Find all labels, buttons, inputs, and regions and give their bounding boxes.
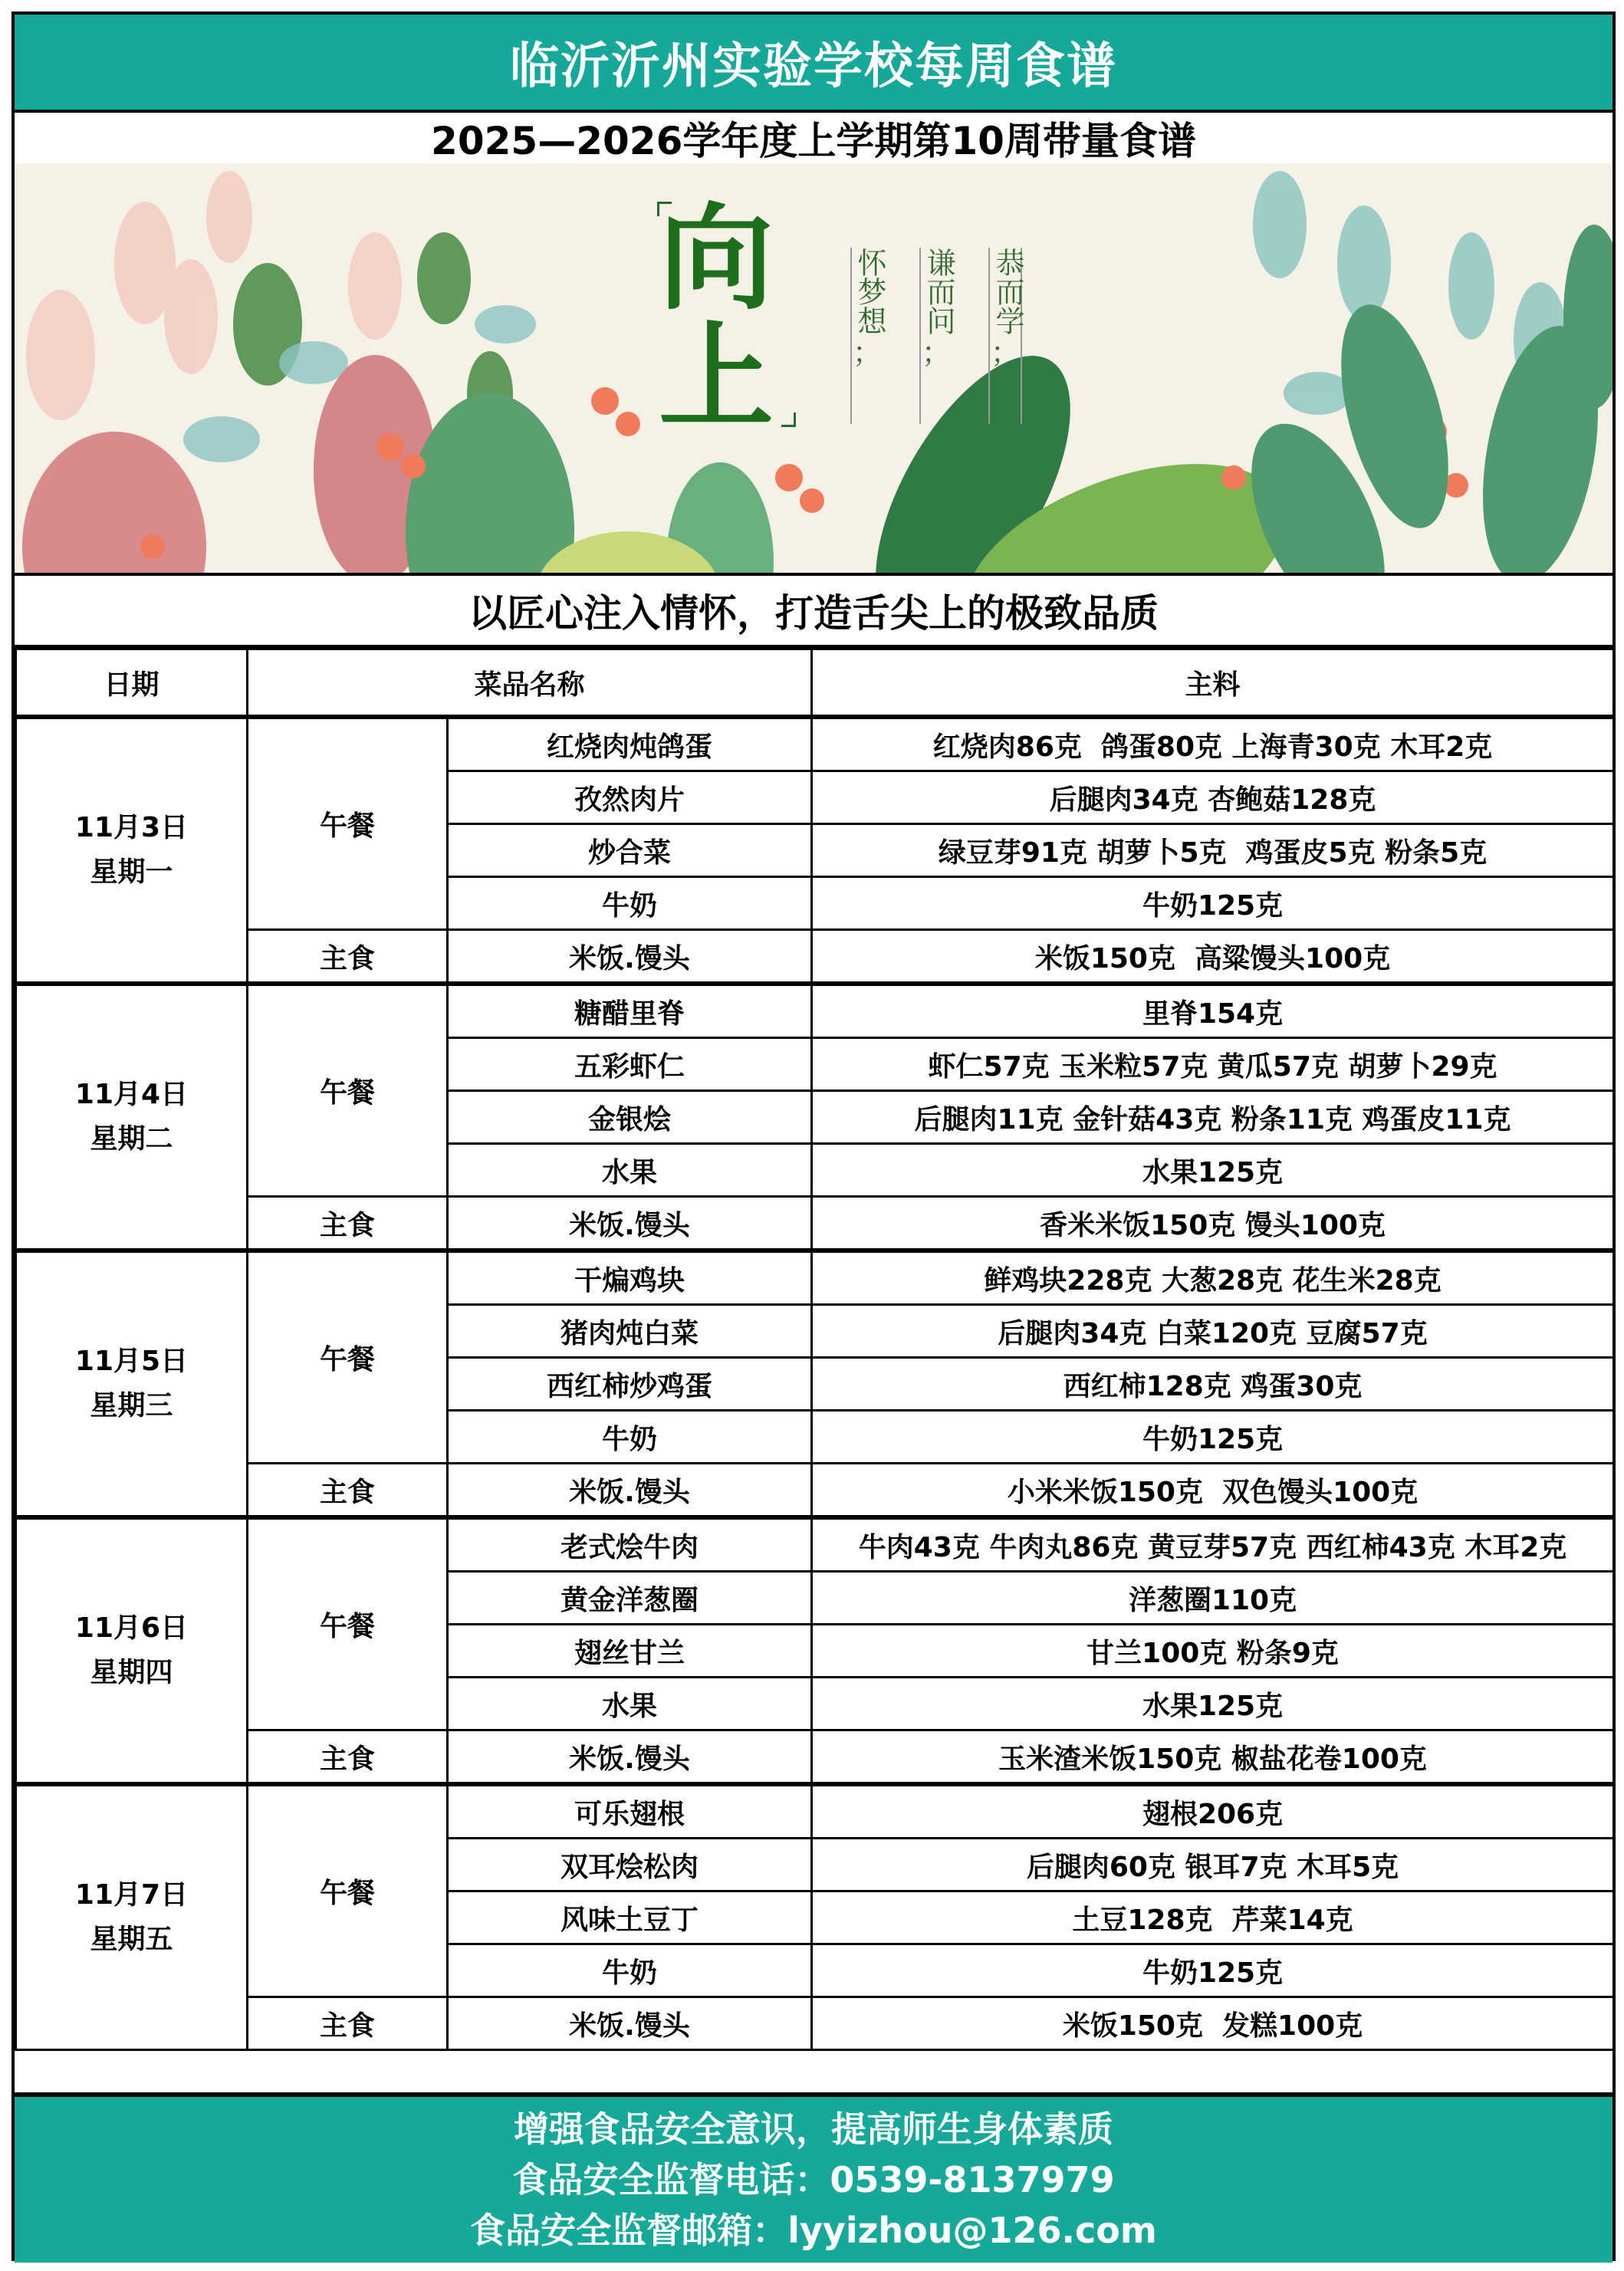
banner-image <box>15 163 1612 576</box>
week-subtitle: 2025—2026学年度上学期第10周带量食谱 <box>431 119 1196 163</box>
dish-name: 猪肉炖白菜 <box>448 1305 812 1358</box>
dish-ingredients: 牛奶125克 <box>812 877 1614 930</box>
meal-staple-label: 主食 <box>248 1730 448 1785</box>
dish-ingredients: 甘兰100克 粉条9克 <box>812 1625 1614 1678</box>
dish-ingredients: 牛奶125克 <box>812 1411 1614 1464</box>
dish-name: 金银烩 <box>448 1091 812 1144</box>
header-date: 日期 <box>16 649 248 718</box>
weekday-label: 星期一 <box>90 856 173 888</box>
date-label: 11月7日 <box>74 1879 189 1911</box>
header-ingredients: 主料 <box>812 649 1614 718</box>
dish-name: 红烧肉炖鸽蛋 <box>448 717 812 771</box>
table-header-row <box>16 649 1614 718</box>
table-row-staple <box>16 1997 1614 2050</box>
dish-ingredients: 虾仁57克 玉米粒57克 黄瓜57克 胡萝卜29克 <box>812 1038 1614 1091</box>
dish-name: 干煸鸡块 <box>448 1251 812 1305</box>
dish-name: 水果 <box>448 1678 812 1730</box>
footer-banner <box>15 2092 1612 2263</box>
banner-big-char-2: 上 <box>659 311 774 445</box>
date-label: 11月4日 <box>74 1079 189 1110</box>
banner-column-2: 谦而问 ； <box>919 248 952 424</box>
weekday-label: 星期三 <box>90 1390 173 1421</box>
dish-ingredients: 水果125克 <box>812 1678 1614 1730</box>
dish-name: 西红柿炒鸡蛋 <box>448 1358 812 1411</box>
dish-ingredients: 牛肉43克 牛肉丸86克 黄豆芽57克 西红柿43克 木耳2克 <box>812 1517 1614 1572</box>
dish-ingredients: 土豆128克 芹菜14克 <box>812 1891 1614 1944</box>
dish-ingredients: 绿豆芽91克 胡萝卜5克 鸡蛋皮5克 粉条5克 <box>812 824 1614 877</box>
table-row-staple <box>16 1464 1614 1518</box>
staple-ingredients: 米饭150克 高粱馒头100克 <box>812 930 1614 984</box>
table-row-staple <box>16 1197 1614 1251</box>
dish-name: 双耳烩松肉 <box>448 1839 812 1891</box>
meal-staple-label: 主食 <box>248 1197 448 1251</box>
banner-column-1: 恭而学 ； <box>988 248 1022 424</box>
meal-staple-label: 主食 <box>248 1997 448 2050</box>
dish-ingredients: 翅根206克 <box>812 1784 1614 1839</box>
weekday-label: 星期五 <box>90 1924 173 1955</box>
weekday-label: 星期四 <box>90 1657 173 1688</box>
bracket-close-icon <box>781 412 796 427</box>
table-row <box>16 1251 1614 1305</box>
footer-email: 食品安全监督邮箱：lyyizhou@126.com <box>470 2210 1157 2251</box>
dish-name: 水果 <box>448 1144 812 1197</box>
dish-name: 五彩虾仁 <box>448 1038 812 1091</box>
dish-ingredients: 牛奶125克 <box>812 1944 1614 1997</box>
slogan: 以匠心注入情怀，打造舌尖上的极致品质 <box>15 576 1612 648</box>
meal-lunch-label: 午餐 <box>248 984 448 1197</box>
staple-dish-name: 米饭.馒头 <box>448 1464 812 1518</box>
floral-illustration <box>15 163 1612 573</box>
banner-big-char-1: 向 <box>659 192 774 326</box>
dish-name: 孜然肉片 <box>448 771 812 824</box>
dish-ingredients: 后腿肉34克 杏鲍菇128克 <box>812 771 1614 824</box>
footer-safety-slogan: 增强食品安全意识，提高师生身体素质 <box>514 2108 1113 2150</box>
table-row <box>16 1784 1614 1839</box>
menu-sheet <box>12 12 1616 2261</box>
weekly-menu-table <box>15 648 1615 2051</box>
footer-phone: 食品安全监督电话：0539-8137979 <box>512 2159 1115 2200</box>
staple-dish-name: 米饭.馒头 <box>448 1997 812 2050</box>
date-label: 11月6日 <box>74 1612 189 1644</box>
table-row <box>16 717 1614 771</box>
table-row <box>16 984 1614 1038</box>
date-label: 11月3日 <box>74 812 189 843</box>
dish-name: 黄金洋葱圈 <box>448 1572 812 1625</box>
meal-staple-label: 主食 <box>248 930 448 984</box>
dish-ingredients: 后腿肉11克 金针菇43克 粉条11克 鸡蛋皮11克 <box>812 1091 1614 1144</box>
dish-ingredients: 水果125克 <box>812 1144 1614 1197</box>
meal-lunch-label: 午餐 <box>248 1784 448 1997</box>
meal-lunch-label: 午餐 <box>248 1251 448 1464</box>
dish-name: 牛奶 <box>448 877 812 930</box>
dish-name: 糖醋里脊 <box>448 984 812 1038</box>
meal-lunch-label: 午餐 <box>248 1517 448 1730</box>
dish-ingredients: 里脊154克 <box>812 984 1614 1038</box>
staple-dish-name: 米饭.馒头 <box>448 930 812 984</box>
staple-ingredients: 玉米渣米饭150克 椒盐花卷100克 <box>812 1730 1614 1785</box>
dish-name: 老式烩牛肉 <box>448 1517 812 1572</box>
table-row <box>16 1517 1614 1572</box>
page-title: 临沂沂州实验学校每周食谱 <box>510 38 1117 95</box>
date-cell <box>16 1251 248 1517</box>
table-row-staple <box>16 930 1614 984</box>
dish-name: 牛奶 <box>448 1944 812 1997</box>
date-cell <box>16 1517 248 1784</box>
dish-ingredients: 后腿肉34克 白菜120克 豆腐57克 <box>812 1305 1614 1358</box>
dish-ingredients: 洋葱圈110克 <box>812 1572 1614 1625</box>
staple-ingredients: 小米米饭150克 双色馒头100克 <box>812 1464 1614 1518</box>
dish-ingredients: 红烧肉86克 鸽蛋80克 上海青30克 木耳2克 <box>812 717 1614 771</box>
header-dish: 菜品名称 <box>248 649 812 718</box>
meal-lunch-label: 午餐 <box>248 717 448 930</box>
date-cell <box>16 717 248 984</box>
date-cell <box>16 984 248 1251</box>
dish-name: 炒合菜 <box>448 824 812 877</box>
dish-ingredients: 后腿肉60克 银耳7克 木耳5克 <box>812 1839 1614 1891</box>
title-bar <box>15 15 1612 113</box>
dish-name: 风味土豆丁 <box>448 1891 812 1944</box>
date-cell <box>16 1784 248 2050</box>
dish-name: 牛奶 <box>448 1411 812 1464</box>
weekday-label: 星期二 <box>90 1123 173 1155</box>
staple-dish-name: 米饭.馒头 <box>448 1197 812 1251</box>
meal-staple-label: 主食 <box>248 1464 448 1518</box>
table-row-staple <box>16 1730 1614 1785</box>
staple-dish-name: 米饭.馒头 <box>448 1730 812 1785</box>
date-label: 11月5日 <box>74 1346 189 1377</box>
dish-ingredients: 西红柿128克 鸡蛋30克 <box>812 1358 1614 1411</box>
menu-body <box>16 717 1614 2050</box>
banner-column-3: 怀梦想 ； <box>850 248 883 424</box>
dish-ingredients: 鲜鸡块228克 大葱28克 花生米28克 <box>812 1251 1614 1305</box>
staple-ingredients: 香米米饭150克 馒头100克 <box>812 1197 1614 1251</box>
staple-ingredients: 米饭150克 发糕100克 <box>812 1997 1614 2050</box>
dish-name: 可乐翅根 <box>448 1784 812 1839</box>
dish-name: 翅丝甘兰 <box>448 1625 812 1678</box>
